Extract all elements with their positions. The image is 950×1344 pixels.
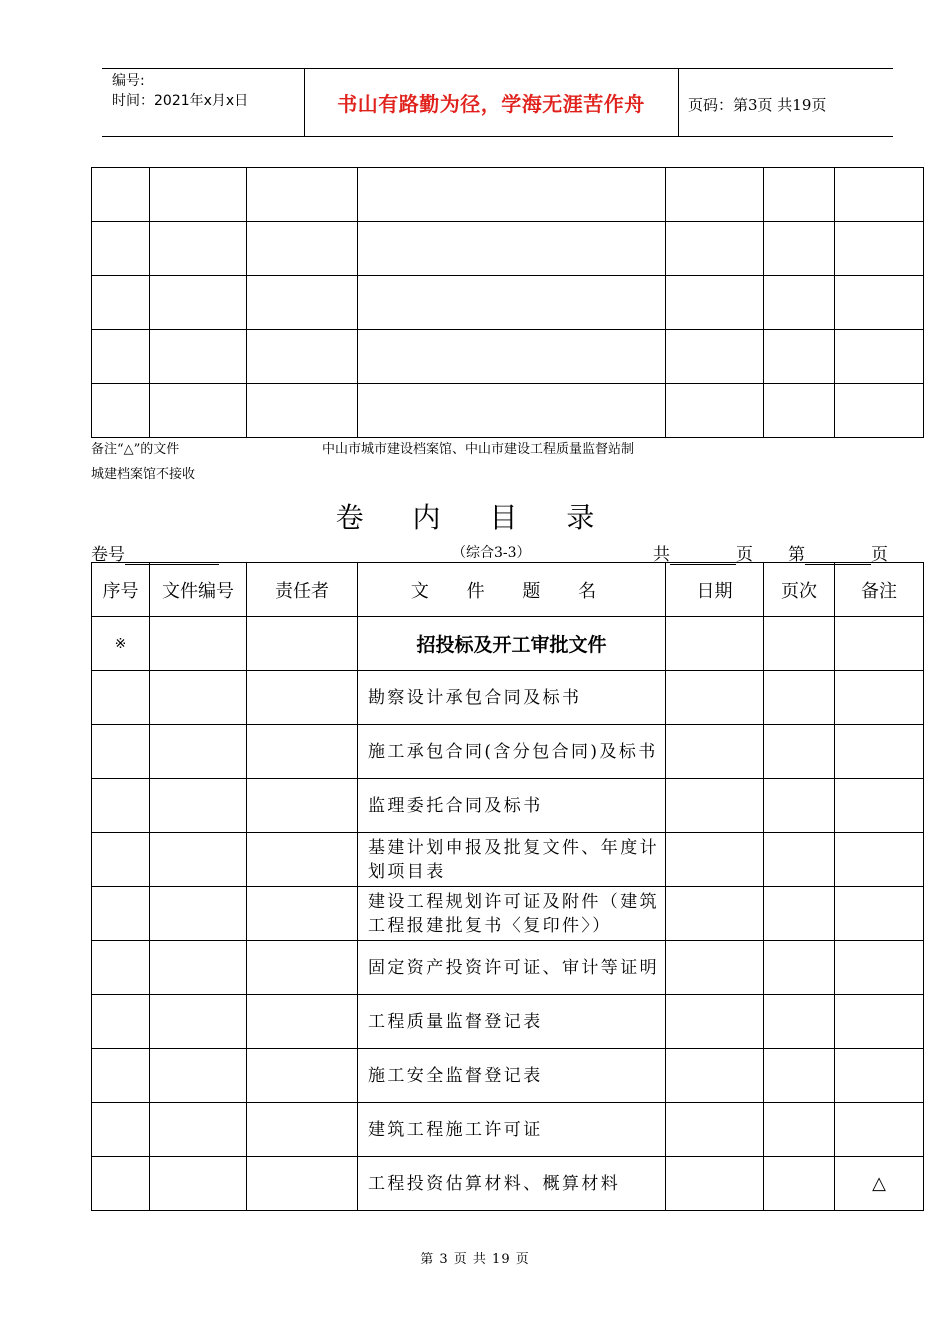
row-remark	[835, 725, 924, 779]
row-remark	[835, 671, 924, 725]
table-row	[92, 941, 924, 995]
current-unit: 页	[871, 545, 888, 565]
blank-row	[92, 222, 924, 276]
serial-number-label: 编号:	[112, 73, 145, 89]
table-row	[92, 1049, 924, 1103]
document-title: 固定资产投资许可证、审计等证明	[358, 941, 666, 995]
document-title: 工程质量监督登记表	[358, 995, 666, 1049]
table-row	[92, 833, 924, 887]
total-label: 共	[653, 545, 670, 565]
row-remark	[835, 1103, 924, 1157]
total-unit: 页	[736, 545, 753, 565]
col-header-pages: 页次	[764, 563, 835, 617]
row-remark: △	[835, 1157, 924, 1211]
col-header-file-number: 文件编号	[150, 563, 247, 617]
remark-line-2: 城建档案馆不接收	[91, 467, 196, 482]
page-info: 页码：第3页 共19页	[688, 96, 827, 114]
col-header-responsible: 责任者	[247, 563, 358, 617]
document-title: 建筑工程施工许可证	[358, 1103, 666, 1157]
table-row	[92, 1157, 924, 1211]
blank-row	[92, 384, 924, 438]
col-header-date: 日期	[666, 563, 764, 617]
blank-row	[92, 168, 924, 222]
table-row	[92, 1103, 924, 1157]
table-row	[92, 725, 924, 779]
document-title: 施工承包合同(含分包合同)及标书	[358, 725, 666, 779]
col-header-seq: 序号	[92, 563, 150, 617]
row-remark	[835, 1049, 924, 1103]
table-row	[92, 671, 924, 725]
current-label: 第	[788, 545, 805, 565]
row-remark	[835, 995, 924, 1049]
row-remark	[835, 833, 924, 887]
col-header-remark: 备注	[835, 563, 924, 617]
section-mark: ※	[92, 617, 150, 671]
document-title: 监理委托合同及标书	[358, 779, 666, 833]
document-title: 建设工程规划许可证及附件（建筑工程报建批复书〈复印件〉）	[358, 887, 666, 941]
header-row	[92, 563, 924, 617]
section-row	[92, 617, 924, 671]
document-title: 基建计划申报及批复文件、年度计划项目表	[358, 833, 666, 887]
remark-line-1: 备注“△”的文件	[91, 442, 180, 457]
volume-label: 卷号	[91, 545, 125, 565]
document-title: 施工安全监督登记表	[358, 1049, 666, 1103]
table-row	[92, 779, 924, 833]
page-footer: 第 3 页 共 19 页	[420, 1252, 530, 1267]
section-title: 招投标及开工审批文件	[358, 617, 666, 671]
form-code: （综合3-3）	[452, 545, 531, 561]
row-remark	[835, 941, 924, 995]
blank-row	[92, 276, 924, 330]
issuer-note: 中山市城市建设档案馆、中山市建设工程质量监督站制	[322, 442, 635, 457]
blank-row	[92, 330, 924, 384]
document-title: 工程投资估算材料、概算材料	[358, 1157, 666, 1211]
header-top-rule	[102, 68, 893, 69]
document-title: 勘察设计承包合同及标书	[358, 671, 666, 725]
catalog-table	[91, 562, 924, 1211]
header-divider-right	[678, 68, 679, 136]
date-label: 时间：2021年x月x日	[112, 93, 249, 109]
row-remark	[835, 887, 924, 941]
continuation-table	[91, 167, 924, 438]
header-bottom-rule	[102, 136, 893, 137]
table-row	[92, 995, 924, 1049]
row-remark	[835, 779, 924, 833]
table-row	[92, 887, 924, 941]
header-motto: 书山有路勤为径，学海无涯苦作舟	[337, 92, 645, 116]
catalog-title: 卷 内 目 录	[335, 501, 615, 534]
col-header-title: 文 件 题 名	[358, 563, 666, 617]
